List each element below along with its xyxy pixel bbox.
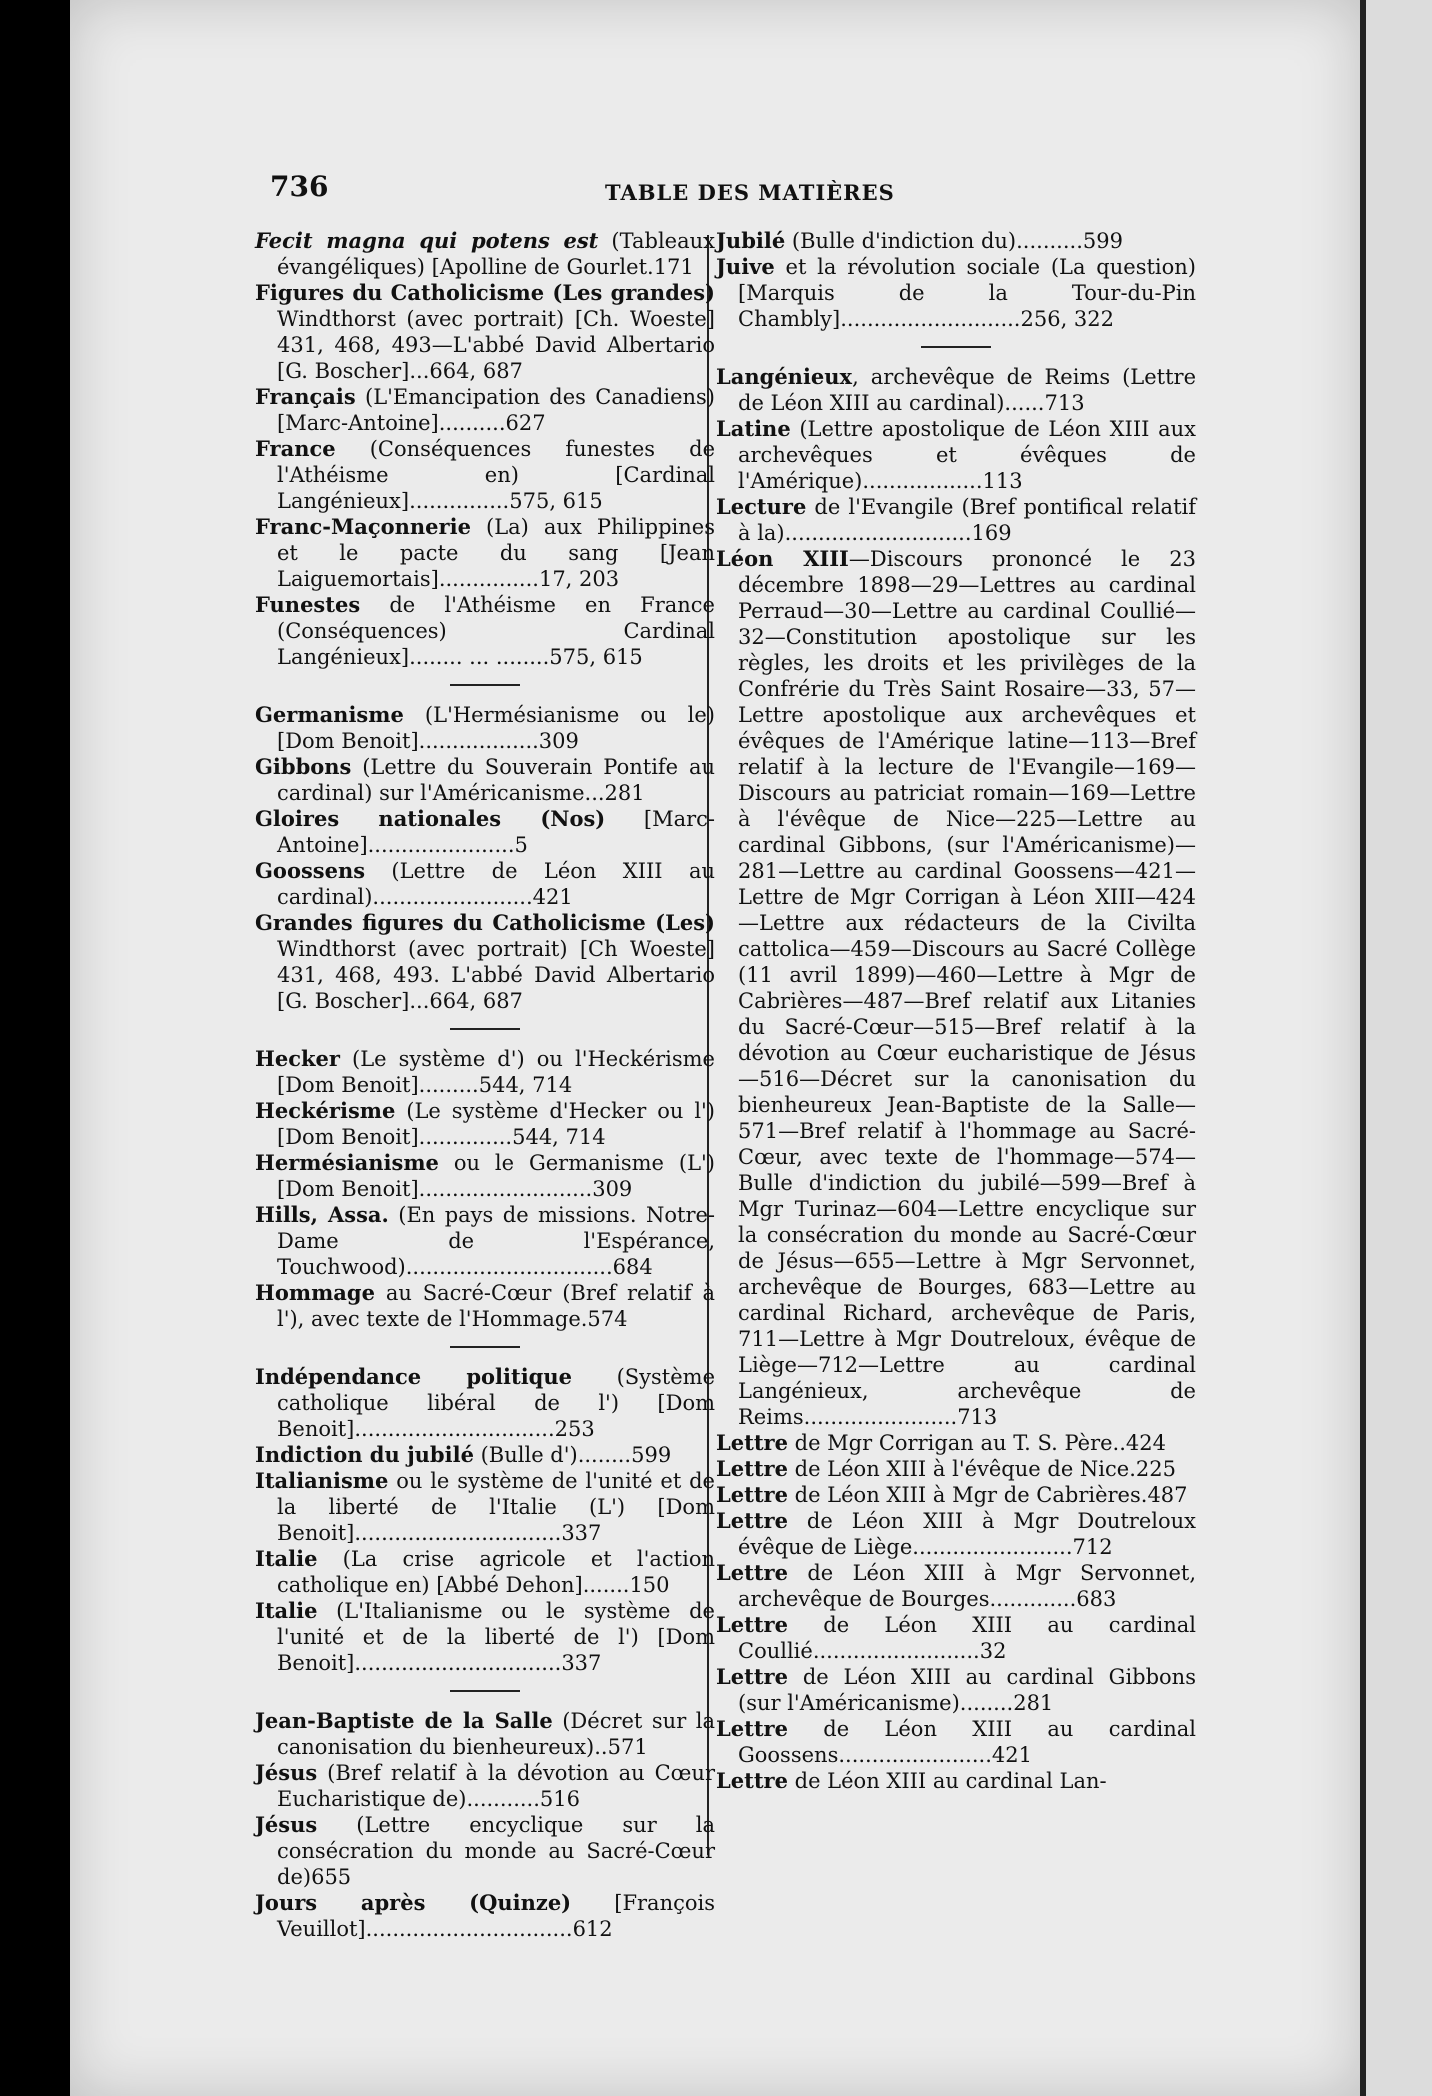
entry-text: (Tableaux évangéliques) [Apolline de Gourlet. <box>277 229 715 279</box>
entry-heading: Latine <box>716 416 791 441</box>
entry-page-numbers: 309 <box>538 729 579 753</box>
entry-page-numbers: 575, 615 <box>549 645 643 669</box>
next-page-edge <box>1360 0 1432 2096</box>
section-rule <box>450 684 520 686</box>
index-entry <box>255 228 715 280</box>
entry-page-numbers: 712 <box>1072 1535 1113 1559</box>
entry-page-numbers: 664, 687 <box>429 989 523 1013</box>
entry-heading: Lettre <box>716 1430 788 1455</box>
entry-page-numbers: 664, 687 <box>429 359 523 383</box>
entry-page-numbers: 575, 615 <box>509 489 603 513</box>
entry-heading: Juive <box>716 254 775 279</box>
entry-heading: Germanisme <box>255 702 404 727</box>
entry-text: (La crise agricole et l'action catholique en) [Abbé Dehon]....... <box>277 1547 715 1597</box>
entry-text: ou le système de l'unité et de la liberté de l'Italie (L') [Dom Benoit]............................... <box>277 1469 715 1545</box>
entry-heading: Hermésianisme <box>255 1150 439 1175</box>
index-entry <box>255 384 715 436</box>
entry-text: (Bref relatif à la dévotion au Cœur Eucharistique de)........... <box>277 1761 715 1811</box>
index-entry <box>716 1664 1196 1716</box>
entry-heading: Lettre <box>716 1560 788 1585</box>
entry-page-numbers: 599 <box>631 1443 672 1467</box>
entry-text: au Sacré-Cœur (Bref relatif à l'), avec texte de l'Hommage. <box>277 1281 715 1331</box>
entry-page-numbers: 612 <box>572 1917 613 1941</box>
entry-page-numbers: 599 <box>1082 229 1123 253</box>
entry-heading: Funestes <box>255 592 361 617</box>
entry-heading: Lettre <box>716 1612 788 1637</box>
entry-text: (Conséquences funestes de l'Athéisme en) [Cardinal Langénieux]............... <box>277 437 715 513</box>
index-column-right <box>716 228 1196 1794</box>
index-entry <box>255 1598 715 1676</box>
entry-text: de Léon XIII à Mgr Doutreloux évêque de Liège........................ <box>738 1509 1196 1559</box>
entry-heading: Grandes figures du Catholicisme (Les) <box>255 910 715 935</box>
entry-page-numbers: 627 <box>505 411 546 435</box>
entry-text: (Lettre du Souverain Pontife au cardinal) sur l'Américanisme... <box>277 755 715 805</box>
entry-heading: Hecker <box>255 1046 340 1071</box>
entry-page-numbers: 713 <box>957 1405 998 1429</box>
entry-heading: Franc-Maçonnerie <box>255 514 471 539</box>
entry-heading: Hills, Assa. <box>255 1202 389 1227</box>
entry-heading: Léon XIII <box>716 546 849 571</box>
index-entry <box>255 1468 715 1546</box>
index-entry <box>716 1716 1196 1768</box>
index-entry <box>716 1482 1196 1508</box>
entry-text: (L'Hermésianisme ou le) [Dom Benoit].................. <box>277 703 715 753</box>
entry-heading: Jean-Baptiste de la Salle <box>255 1708 553 1733</box>
section-rule <box>450 1346 520 1348</box>
entry-heading: Indépendance politique <box>255 1364 572 1389</box>
entry-page-numbers: 574 <box>587 1307 628 1331</box>
entry-heading: Langénieux <box>716 364 853 389</box>
entry-page-numbers: 544, 714 <box>478 1073 573 1097</box>
entry-heading: Italianisme <box>255 1468 389 1493</box>
index-entry <box>255 1708 715 1760</box>
entry-text: et la révolution sociale (La question) [Marquis de la Tour-du-Pin Chambly]........................... <box>738 255 1196 331</box>
entry-text: (L'Emancipation des Canadiens) [Marc-Antoine].......... <box>277 385 715 435</box>
index-entry <box>716 1456 1196 1482</box>
index-entry <box>255 702 715 754</box>
entry-text: [François Veuillot]............................... <box>277 1891 715 1941</box>
entry-heading: Lecture <box>716 494 807 519</box>
entry-text: ou le Germanisme (L') [Dom Benoit].......................... <box>277 1151 715 1201</box>
entry-page-numbers: 169 <box>971 521 1012 545</box>
index-entry <box>716 1768 1196 1794</box>
entry-page-numbers: 516 <box>539 1787 581 1811</box>
section-rule <box>450 1690 520 1692</box>
index-entry <box>255 1098 715 1150</box>
index-entry <box>255 858 715 910</box>
entry-text: (En pays de missions. Notre-Dame de l'Espérance, Touchwood)............................... <box>277 1203 716 1279</box>
index-entry <box>716 228 1196 254</box>
entry-page-numbers: 421 <box>991 1743 1032 1767</box>
entry-text: Windthorst (avec portrait) [Ch. Woeste] 431, 468, 493—L'abbé David Albertario [G. Boscher]... <box>277 307 715 383</box>
entry-text: de Léon XIII au cardinal Coullié......................... <box>738 1613 1196 1663</box>
entry-heading: Jésus <box>255 1812 318 1837</box>
entry-text: (L'Italianisme ou le système de l'unité et de la liberté de l') [Dom Benoit]............................... <box>277 1599 715 1675</box>
index-entry <box>255 592 715 670</box>
entry-heading: France <box>255 436 336 461</box>
entry-text: —Discours prononcé le 23 décembre 1898—29—Lettres au cardinal Perraud—30—Lettre au cardinal Coullié—32—Constitution apostolique sur les règles, les droits et les privilèges de la Confrérie du Très Saint Rosaire—33, 57—Lettre apostolique aux archevêques et évêques de l'Amérique latine—113—Bref relatif à la lecture de l'Evangile—169—Discours au patriciat romain—169—Lettre à l'évêque de Nice—225—Lettre au cardinal Gibbons, (sur l'Américanisme)—281—Lettre au cardinal Goossens—421—Lettre de Mgr Corrigan à Léon XIII—424—Lettre aux rédacteurs de la Civilta cattolica—459—Discours au Sacré Collège (11 avril 1899)—460—Lettre à Mgr de Cabrières—487—Bref relatif aux Litanies du Sacré-Cœur—515—Bref relatif à la dévotion au Cœur eucharistique de Jésus—516—Décret sur la canonisation du bienheureux Jean-Baptiste de la Salle—571—Bref relatif à l'hommage au Sacré-Cœur, avec texte de l'hommage—574—Bulle d'indiction du jubilé—599—Bref à Mgr Turinaz—604—Lettre encyclique sur la consécration du monde au Sacré-Cœur de Jésus—655—Lettre à Mgr Servonnet, archevêque de Bourges, 683—Lettre au cardinal Richard, archevêque de Paris, 711—Lettre à Mgr Doutreloux, évêque de Liège—712—Lettre au cardinal Langénieux, archevêque de Reims....................... <box>738 547 1196 1429</box>
entry-page-numbers: 281 <box>604 781 645 805</box>
index-entry <box>255 1280 715 1332</box>
index-entry <box>255 1364 715 1442</box>
section-rule <box>450 1028 520 1030</box>
entry-text: de Léon XIII à l'évêque de Nice. <box>787 1457 1136 1481</box>
index-entry <box>255 514 715 592</box>
entry-page-numbers: 281 <box>1013 1691 1054 1715</box>
entry-page-numbers: 684 <box>612 1255 653 1279</box>
entry-text: de Mgr Corrigan au T. S. Père.. <box>787 1431 1126 1455</box>
entry-heading: Lettre <box>716 1456 788 1481</box>
entry-heading: Lettre <box>716 1716 788 1741</box>
index-entry <box>255 1546 715 1598</box>
index-entry <box>716 364 1196 416</box>
entry-text: (Bulle d'indiction du).......... <box>785 229 1083 253</box>
entry-heading: Hommage <box>255 1280 375 1305</box>
entry-text: (Décret sur la canonisation du bienheureux).. <box>277 1709 715 1759</box>
entry-text: [Marc-Antoine]...................... <box>277 807 715 857</box>
entry-page-numbers: 150 <box>629 1573 670 1597</box>
index-entry <box>255 1760 715 1812</box>
entry-page-numbers: 337 <box>561 1651 602 1675</box>
entry-text: (La) aux Philippines et le pacte du sang [Jean Laiguemortais]............... <box>277 515 715 591</box>
entry-page-numbers: 655 <box>311 1865 352 1889</box>
index-entry <box>255 1442 715 1468</box>
index-entry <box>255 436 715 514</box>
entry-heading: Heckérisme <box>255 1098 396 1123</box>
entry-page-numbers: 571 <box>607 1735 648 1759</box>
entry-heading: Figures du Catholicisme (Les grandes) <box>255 280 715 305</box>
entry-heading: Gloires nationales (Nos) <box>255 806 606 831</box>
page-number: 736 <box>270 170 329 203</box>
entry-text: de Léon XIII à Mgr de Cabrières. <box>787 1483 1148 1507</box>
entry-text: de Léon XIII au cardinal Gibbons (sur l'Américanisme)........ <box>738 1665 1196 1715</box>
entry-heading: Goossens <box>255 858 366 883</box>
entry-heading: Jésus <box>255 1760 318 1785</box>
entry-heading: Lettre <box>716 1508 788 1533</box>
index-entry <box>255 280 715 384</box>
entry-page-numbers: 424 <box>1125 1431 1167 1455</box>
index-entry <box>255 1890 715 1942</box>
index-entry <box>716 1612 1196 1664</box>
index-entry <box>255 1202 715 1280</box>
entry-page-numbers: 487 <box>1147 1483 1188 1507</box>
entry-text: , archevêque de Reims (Lettre de Léon XIII au cardinal)...... <box>738 365 1196 415</box>
entry-text: (Lettre apostolique de Léon XIII aux archevêques et évêques de l'Amérique).................. <box>738 417 1196 493</box>
index-entry <box>716 254 1196 332</box>
entry-page-numbers: 544, 714 <box>512 1125 606 1149</box>
entry-page-numbers: 171 <box>653 255 694 279</box>
index-column-left <box>255 228 715 1942</box>
entry-page-numbers: 5 <box>514 833 528 857</box>
entry-text: de l'Evangile (Bref pontifical relatif à la)............................ <box>738 495 1196 545</box>
entry-heading: Gibbons <box>255 754 352 779</box>
entry-heading: Lettre <box>716 1482 788 1507</box>
index-entry <box>255 806 715 858</box>
entry-text: (Lettre de Léon XIII au cardinal)........................ <box>277 859 715 909</box>
entry-page-numbers: 17, 203 <box>538 567 620 591</box>
index-entry <box>716 416 1196 494</box>
entry-text: de Léon XIII à Mgr Servonnet, archevêque de Bourges............. <box>738 1561 1196 1611</box>
entry-page-numbers: 713 <box>1044 391 1085 415</box>
entry-page-numbers: 253 <box>554 1417 595 1441</box>
index-entry <box>255 910 715 1014</box>
entry-text: de Léon XIII au cardinal Goossens....................... <box>738 1717 1196 1767</box>
entry-heading: Jubilé <box>716 228 786 253</box>
index-entry <box>716 1430 1196 1456</box>
index-entry <box>255 754 715 806</box>
entry-page-numbers: 32 <box>979 1639 1007 1663</box>
entry-text: (Le système d') ou l'Heckérisme [Dom Benoit]......... <box>277 1047 715 1097</box>
entry-heading: Italie <box>255 1546 318 1571</box>
entry-heading: Jours après (Quinze) <box>255 1890 572 1915</box>
entry-text: (Système catholique libéral de l') [Dom Benoit].............................. <box>277 1365 715 1441</box>
index-entry <box>716 1560 1196 1612</box>
entry-heading: Lettre <box>716 1664 788 1689</box>
index-entry <box>716 494 1196 546</box>
entry-text: Windthorst (avec portrait) [Ch Woeste] 431, 468, 493. L'abbé David Albertario [G. Boscher]... <box>277 937 715 1013</box>
index-entry <box>255 1812 715 1890</box>
entry-heading: Lettre <box>716 1768 788 1793</box>
entry-heading: Français <box>255 384 356 409</box>
index-entry <box>716 1508 1196 1560</box>
entry-text: de l'Athéisme en France (Conséquences) Cardinal Langénieux]........ ... ........ <box>277 593 715 669</box>
page-header <box>270 170 920 210</box>
entry-page-numbers: 256, 322 <box>1020 307 1114 331</box>
entry-page-numbers: 337 <box>561 1521 602 1545</box>
entry-heading: Fecit magna qui potens est <box>255 228 599 253</box>
entry-page-numbers: 683 <box>1076 1587 1117 1611</box>
entry-text: (Le système d'Hecker ou l') [Dom Benoit].............. <box>277 1099 715 1149</box>
entry-page-numbers: 421 <box>532 885 573 909</box>
index-entry <box>255 1046 715 1098</box>
section-rule <box>921 346 991 348</box>
index-entry <box>716 546 1196 1430</box>
entry-text: (Bulle d')........ <box>473 1443 632 1467</box>
entry-page-numbers: 225 <box>1135 1457 1176 1481</box>
index-entry <box>255 1150 715 1202</box>
entry-text: de Léon XIII au cardinal Lan- <box>787 1769 1107 1793</box>
entry-page-numbers: 113 <box>982 469 1023 493</box>
entry-page-numbers: 309 <box>592 1177 633 1201</box>
entry-heading: Indiction du jubilé <box>255 1442 474 1467</box>
entry-heading: Italie <box>255 1598 318 1623</box>
running-title: TABLE DES MATIÈRES <box>605 180 895 205</box>
entry-text: (Lettre encyclique sur la consécration du monde au Sacré-Cœur de) <box>277 1813 715 1889</box>
